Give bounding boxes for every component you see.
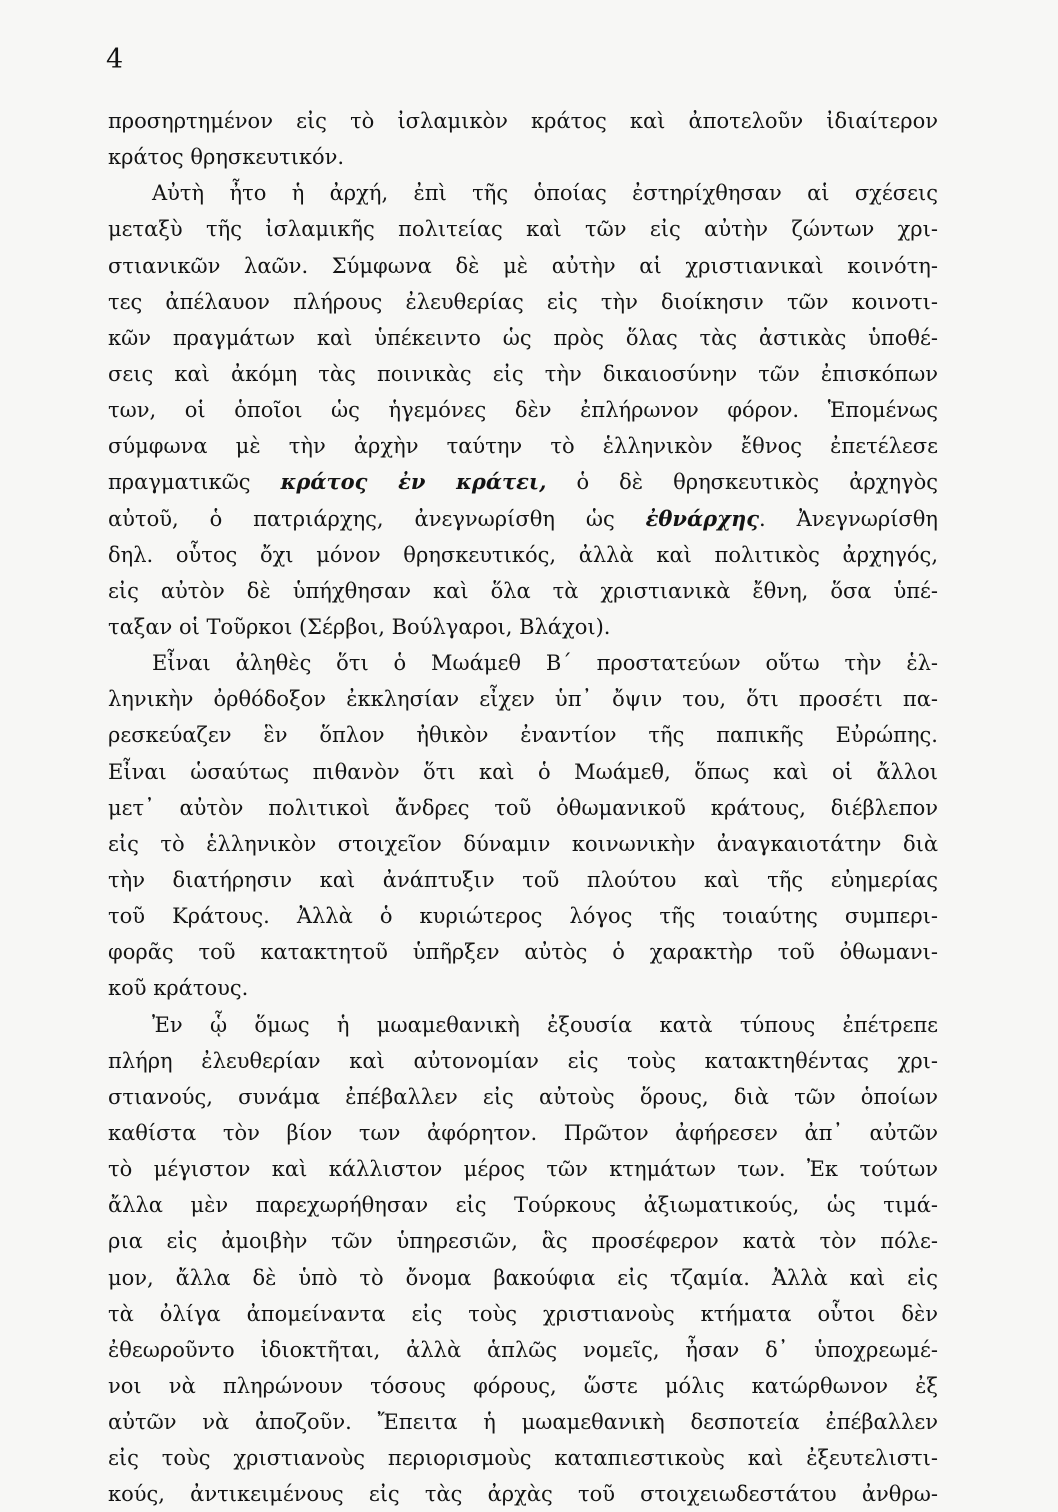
emphasized-phrase: ἐθνάρχης: [645, 505, 759, 531]
text-line: μεταξὺ τῆς ἰσλαμικῆς πολιτείας καὶ τῶν εἰς αὐτὴν ζώντων χρι-: [108, 217, 938, 242]
text-line: τὸ μέγιστον καὶ κάλλιστον μέρος τῶν κτημάτων των. Ἐκ τούτων: [108, 1157, 938, 1182]
text-line: κῶν πραγμάτων καὶ ὑπέκειντο ὡς πρὸς ὅλας τὰς ἀστικὰς ὑποθέ-: [108, 325, 938, 350]
text-line: σεις καὶ ἀκόμη τὰς ποινικὰς εἰς τὴν δικαιοσύνην τῶν ἐπισκόπων: [108, 361, 938, 386]
text-line: αὐτοῦ, ὁ πατριάρχης, ἀνεγνωρίσθη ὡς ἐθνάρχης. Ἀνεγνωρίσθη: [108, 505, 938, 531]
text-line: μον, ἄλλα δὲ ὑπὸ τὸ ὄνομα βακούφια εἰς τζαμία. Ἀλλὰ καὶ εἰς: [108, 1265, 938, 1290]
text-line: δηλ. οὗτος ὄχι μόνον θρησκευτικός, ἀλλὰ καὶ πολιτικὸς ἀρχηγός,: [108, 542, 938, 567]
text-line: των, οἱ ὁποῖοι ὡς ἡγεμόνες δὲν ἐπλήρωνον φόρον. Ἑπομένως: [108, 398, 938, 423]
text-line: φορᾶς τοῦ κατακτητοῦ ὑπῆρξεν αὐτὸς ὁ χαρακτὴρ τοῦ ὀθωμανι-: [108, 940, 938, 965]
text-line: τὴν διατήρησιν καὶ ἀνάπτυξιν τοῦ πλούτου καὶ τῆς εὐημερίας: [108, 867, 938, 892]
paragraph-start-line: Εἶναι ἀληθὲς ὅτι ὁ Μωάμεθ Β΄ προστατεύων οὕτω τὴν ἑλ-: [152, 651, 938, 676]
text-line: κούς, ἀντικειμένους εἰς τὰς ἀρχὰς τοῦ στοιχειωδεστάτου ἀνθρω-: [108, 1482, 938, 1507]
text-line: ἄλλα μὲν παρεχωρήθησαν εἰς Τούρκους ἀξιωματικούς, ὡς τιμά-: [108, 1193, 938, 1218]
text-line: πλήρη ἐλευθερίαν καὶ αὐτονομίαν εἰς τοὺς κατακτηθέντας χρι-: [108, 1048, 938, 1073]
text-line: ληνικὴν ὀρθόδοξον ἐκκλησίαν εἶχεν ὑπ᾽ ὄψιν του, ὅτι προσέτι πα-: [108, 687, 938, 712]
text-line: ταξαν οἱ Τοῦρκοι (Σέρβοι, Βούλγαροι, Βλάχοι).: [108, 614, 611, 639]
page-number: 4: [106, 44, 124, 75]
text-line: προσηρτημένον εἰς τὸ ἰσλαμικὸν κράτος καὶ ἀποτελοῦν ἰδιαίτερον: [108, 109, 938, 133]
text-line: εἰς τὸ ἑλληνικὸν στοιχεῖον δύναμιν κοινωνικὴν ἀναγκαιοτάτην διὰ: [108, 831, 938, 856]
text-line: αὐτῶν νὰ ἀποζοῦν. Ἔπειτα ἡ μωαμεθανικὴ δεσποτεία ἐπέβαλλεν: [108, 1410, 938, 1435]
text-line: νοι νὰ πληρώνουν τόσους φόρους, ὥστε μόλις κατώρθωνον ἐξ: [108, 1373, 938, 1398]
text-line: ρια εἰς ἀμοιβὴν τῶν ὑπηρεσιῶν, ἃς προσέφερον κατὰ τὸν πόλε-: [108, 1229, 938, 1254]
emphasized-phrase: κράτος ἐν κράτει,: [280, 469, 547, 495]
text-line: πραγματικῶς κράτος ἐν κράτει, ὁ δὲ θρησκευτικὸς ἀρχηγὸς: [108, 469, 938, 495]
text-line: στιανικῶν λαῶν. Σύμφωνα δὲ μὲ αὐτὴν αἱ χριστιανικαὶ κοινότη-: [108, 253, 938, 278]
text-line: καθίστα τὸν βίον των ἀφόρητον. Πρῶτον ἀφήρεσεν ἀπ᾽ αὐτῶν: [108, 1120, 938, 1145]
text-line: Εἶναι ὡσαύτως πιθανὸν ὅτι καὶ ὁ Μωάμεθ, ὅπως καὶ οἱ ἄλλοι: [108, 759, 938, 784]
text-line: τοῦ Κράτους. Ἀλλὰ ὁ κυριώτερος λόγος τῆς τοιαύτης συμπερι-: [108, 904, 938, 929]
paragraph-start-line: Ἐν ᾧ ὅμως ἡ μωαμεθανικὴ ἐξουσία κατὰ τύπους ἐπέτρεπε: [152, 1012, 938, 1037]
text-line: κράτος θρησκευτικόν.: [108, 145, 345, 170]
body-text: [108, 103, 938, 1512]
paragraph-start-line: Αὐτὴ ἦτο ἡ ἀρχή, ἐπὶ τῆς ὁποίας ἐστηρίχθησαν αἱ σχέσεις: [152, 181, 938, 206]
text-line: στιανούς, συνάμα ἐπέβαλλεν εἰς αὐτοὺς ὅρους, διὰ τῶν ὁποίων: [108, 1084, 938, 1109]
text-line: μετ᾽ αὐτὸν πολιτικοὶ ἄνδρες τοῦ ὀθωμανικοῦ κράτους, διέβλεπον: [108, 795, 938, 820]
text-line: ρεσκεύαζεν ἓν ὅπλον ἠθικὸν ἐναντίον τῆς παπικῆς Εὐρώπης.: [108, 723, 938, 748]
text-line: τὰ ὀλίγα ἀπομείναντα εἰς τοὺς χριστιανοὺς κτήματα οὗτοι δὲν: [108, 1301, 938, 1326]
text-line: εἰς αὐτὸν δὲ ὑπήχθησαν καὶ ὅλα τὰ χριστιανικὰ ἔθνη, ὅσα ὑπέ-: [108, 578, 938, 603]
text-line: τες ἀπέλαυον πλήρους ἐλευθερίας εἰς τὴν διοίκησιν τῶν κοινοτι-: [108, 289, 938, 314]
text-line: ἐθεωροῦντο ἰδιοκτῆται, ἀλλὰ ἁπλῶς νομεῖς, ἦσαν δ᾽ ὑποχρεωμέ-: [108, 1337, 938, 1362]
text-line: εἰς τοὺς χριστιανοὺς περιορισμοὺς καταπιεστικοὺς καὶ ἐξευτελιστι-: [108, 1446, 938, 1471]
text-line: κοῦ κράτους.: [108, 976, 249, 1001]
text-line: σύμφωνα μὲ τὴν ἀρχὴν ταύτην τὸ ἑλληνικὸν ἔθνος ἐπετέλεσε: [108, 434, 938, 459]
